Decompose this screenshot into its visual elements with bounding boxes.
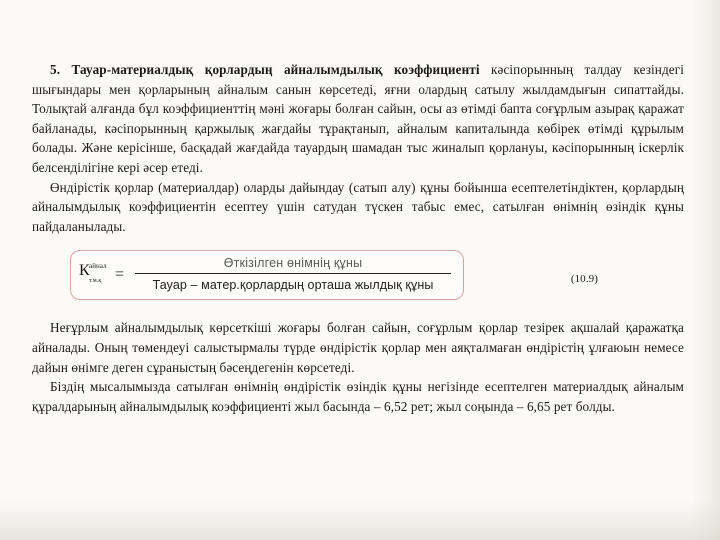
fraction-line bbox=[135, 273, 451, 274]
paragraph-production-stocks: Өндірістік қорлар (материалдар) оларды дайындау (сатып алу) құны бойынша есептелетіндіктен, қорлардың айналымдылық коэффициентін есептеу үшін сатудан түскен табыс емес, сатылған өнімнің өзіндік құны пайдаланылады. bbox=[32, 179, 684, 234]
formula-box bbox=[70, 250, 464, 300]
page-shadow-right bbox=[692, 0, 720, 540]
equation-number: (10.9) bbox=[570, 273, 598, 286]
formula-row bbox=[32, 246, 684, 308]
document-body bbox=[32, 60, 684, 416]
formula-equals: = bbox=[115, 266, 125, 284]
formula-numerator: Өткізілген өнімнің құны bbox=[223, 256, 363, 271]
formula-fraction bbox=[135, 254, 451, 294]
formula-symbol: К айнал т.м.қ bbox=[79, 261, 90, 282]
paragraph-turnover-definition bbox=[32, 60, 684, 178]
page-shadow-bottom bbox=[0, 500, 720, 540]
formula-superscript: айнал bbox=[89, 262, 107, 271]
section-heading: 5. Тауар-материалдық қорлардың айналымдылық коэффициенті bbox=[50, 62, 480, 77]
formula-denominator: Тауар – матер.қорлардың орташа жылдық құны bbox=[152, 278, 434, 293]
formula-subscript: т.м.қ bbox=[89, 278, 102, 285]
paragraph-example: Біздің мысалымызда сатылған өнімнің өндірістік өзіндік құны негізінде есептелген материалдық айналым құралдарының айналымдылық коэффициенті жыл басында – 6,52 рет; жыл соңында – 6,65 рет болды. bbox=[32, 379, 684, 414]
paragraph-text: кәсіпорынның талдау кезіндегі шығындары мен қорларының айналым санын көрсетеді, яғни олардың сатылу жылдамдығын сипаттайды. Толықтай алғанда бұл коэффициенттің мәні жоғары болған сайын, осы аз өтімді бапта соғұрлым азырақ қаражат байланады, кәсіпорынның қаржылық жағдайы тұрақтанып, айналым капиталында көбірек өтімді құрылым болады. Және керісінше, басқадай жағдайда тауардың шамадан тыс жиналып қорлануы, кәсіпорынның іскерлік белсенділігіне кері әсер етеді. bbox=[32, 62, 684, 175]
paragraph-indicator-meaning: Неғұрлым айналымдылық көрсеткіші жоғары болған сайын, соғұрлым қорлар тезірек ақшалай қаражатқа айналады. Оның төмендеуі салыстырмалы түрде өндірістік қорлар мен аяқталмаған өндірістің ұлғаюын немесе дайын өнімге деген сұраныстың бәсеңдегенін көрсетеді. bbox=[32, 320, 684, 375]
